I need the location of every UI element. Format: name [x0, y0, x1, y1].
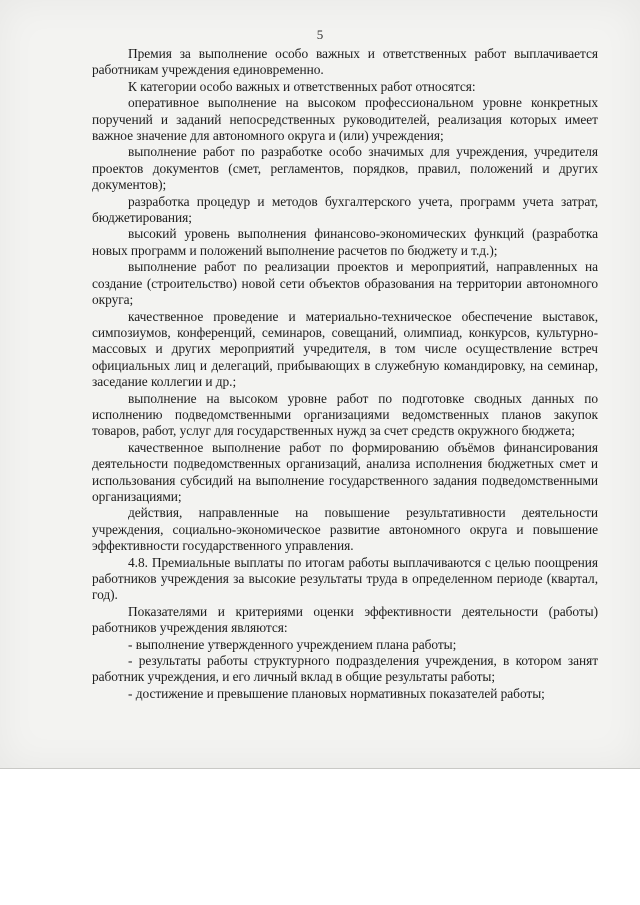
list-item: - выполнение утвержденного учреждением плана работы; — [128, 636, 457, 652]
paragraph: выполнение на высоком уровне работ по подготовке сводных данных по исполнению подведомственными организациями ведомственных планов закупок товаров, работ, услуг для государственных нужд за счет средств окружного бюджета; — [92, 390, 598, 439]
paragraph: разработка процедур и методов бухгалтерского учета, программ учета затрат, бюджетирования; — [92, 193, 598, 226]
paragraph: выполнение работ по разработке особо значимых для учреждения, учредителя проектов документов (смет, регламентов, порядков, правил, положений и других документов); — [92, 144, 598, 193]
paragraph: Показателями и критериями оценки эффективности деятельности (работы) работников учреждения являются: — [92, 603, 598, 636]
list-item: - результаты работы структурного подразделения учреждения, в котором занят работник учреждения, и его личный вклад в общие результаты работы; — [92, 653, 598, 685]
paragraph: К категории особо важных и ответственных работ относятся: — [128, 78, 476, 94]
paragraph: 4.8. Премиальные выплаты по итогам работы выплачиваются с целью поощрения работников учреждения за высокие результаты труда в определенном периоде (квартал, год). — [92, 554, 598, 603]
page-number: 5 — [316, 27, 324, 42]
paragraph: оперативное выполнение на высоком профессиональном уровне конкретных поручений и заданий непосредственных руководителей, реализация которых имеет важное значение для автономного округа и (или) учреждения; — [92, 95, 598, 144]
paragraph: выполнение работ по реализации проектов и мероприятий, направленных на создание (строительство) новой сети объектов образования на территории автономного округа; — [92, 259, 598, 308]
list-item: - достижение и превышение плановых нормативных показателей работы; — [128, 685, 545, 701]
document-body — [92, 46, 598, 702]
paragraph: действия, направленные на повышение результативности деятельности учреждения, социально-экономическое развитие автономного округа и повышение эффективности государственного управления. — [92, 505, 598, 554]
paragraph: качественное выполнение работ по формированию объёмов финансирования деятельности подведомственных организаций, анализа исполнения бюджетных смет и использования субсидий на выполнение государственного задания подведомственными организациями; — [92, 439, 598, 504]
paragraph: качественное проведение и материально-техническое обеспечение выставок, симпозиумов, конференций, семинаров, совещаний, олимпиад, конкурсов, культурно-массовых и других мероприятий учредителя, в том числе осуществление встреч официальных лиц и делегаций, прибывающих в служебную командировку, на семинар, заседание коллегии и др.; — [92, 308, 598, 390]
blank-area — [0, 769, 640, 905]
paragraph: Премия за выполнение особо важных и ответственных работ выплачивается работникам учреждения единовременно. — [92, 46, 598, 78]
paragraph: высокий уровень выполнения финансово-экономических функций (разработка новых программ и положений выполнение расчетов по бюджету и т.д.); — [92, 226, 598, 258]
